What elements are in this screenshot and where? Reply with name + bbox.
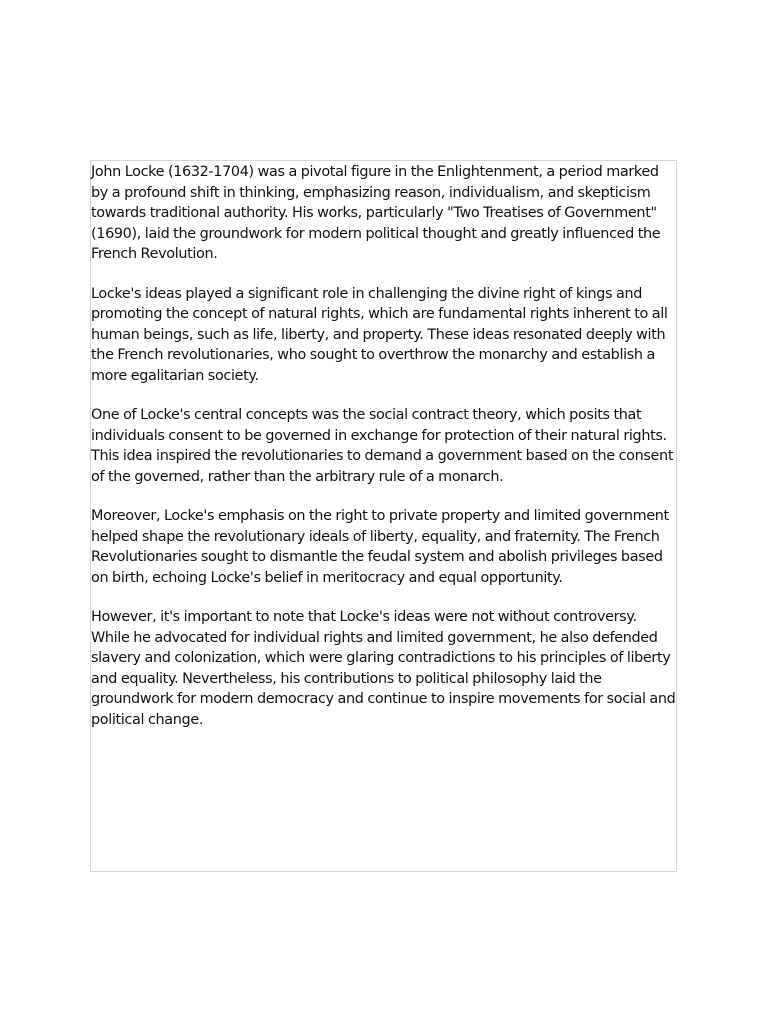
paragraph-5: However, it's important to note that Locke's ideas were not without controversy. While he advocated for individual rights and limited government, he also defended slavery and colonization, which were glaring contradictions to his principles of liberty and equality. Nevertheless, his contributions to political philosophy laid the groundwork for modern democracy and continue to inspire movements for social and political change. <box>91 609 676 728</box>
paragraph-1: John Locke (1632-1704) was a pivotal figure in the Enlightenment, a period marked by a profound shift in thinking, emphasizing reason, individualism, and skepticism towards traditional authority. His works, particularly "Two Treatises of Government" (1690), laid the groundwork for modern political thought and greatly influenced the French Revolution. <box>91 164 661 262</box>
paragraph-4: Moreover, Locke's emphasis on the right to private property and limited government helped shape the revolutionary ideals of liberty, equality, and fraternity. The French Revolutionaries sought to dismantle the feudal system and abolish privileges based on birth, echoing Locke's belief in meritocracy and equal opportunity. <box>91 508 669 586</box>
paragraph-2: Locke's ideas played a significant role in challenging the divine right of kings and promoting the concept of natural rights, which are fundamental rights inherent to all human beings, such as life, liberty, and property. These ideas resonated deeply with the French revolutionaries, who sought to overthrow the monarchy and establish a more egalitarian society. <box>91 285 668 384</box>
paragraph-3: One of Locke's central concepts was the social contract theory, which posits that individuals consent to be governed in exchange for protection of their natural rights. This idea inspired the revolutionaries to demand a government based on the consent of the governed, rather than the arbitrary rule of a monarch. <box>91 407 674 485</box>
document-body <box>91 162 677 749</box>
text-box <box>90 160 677 872</box>
